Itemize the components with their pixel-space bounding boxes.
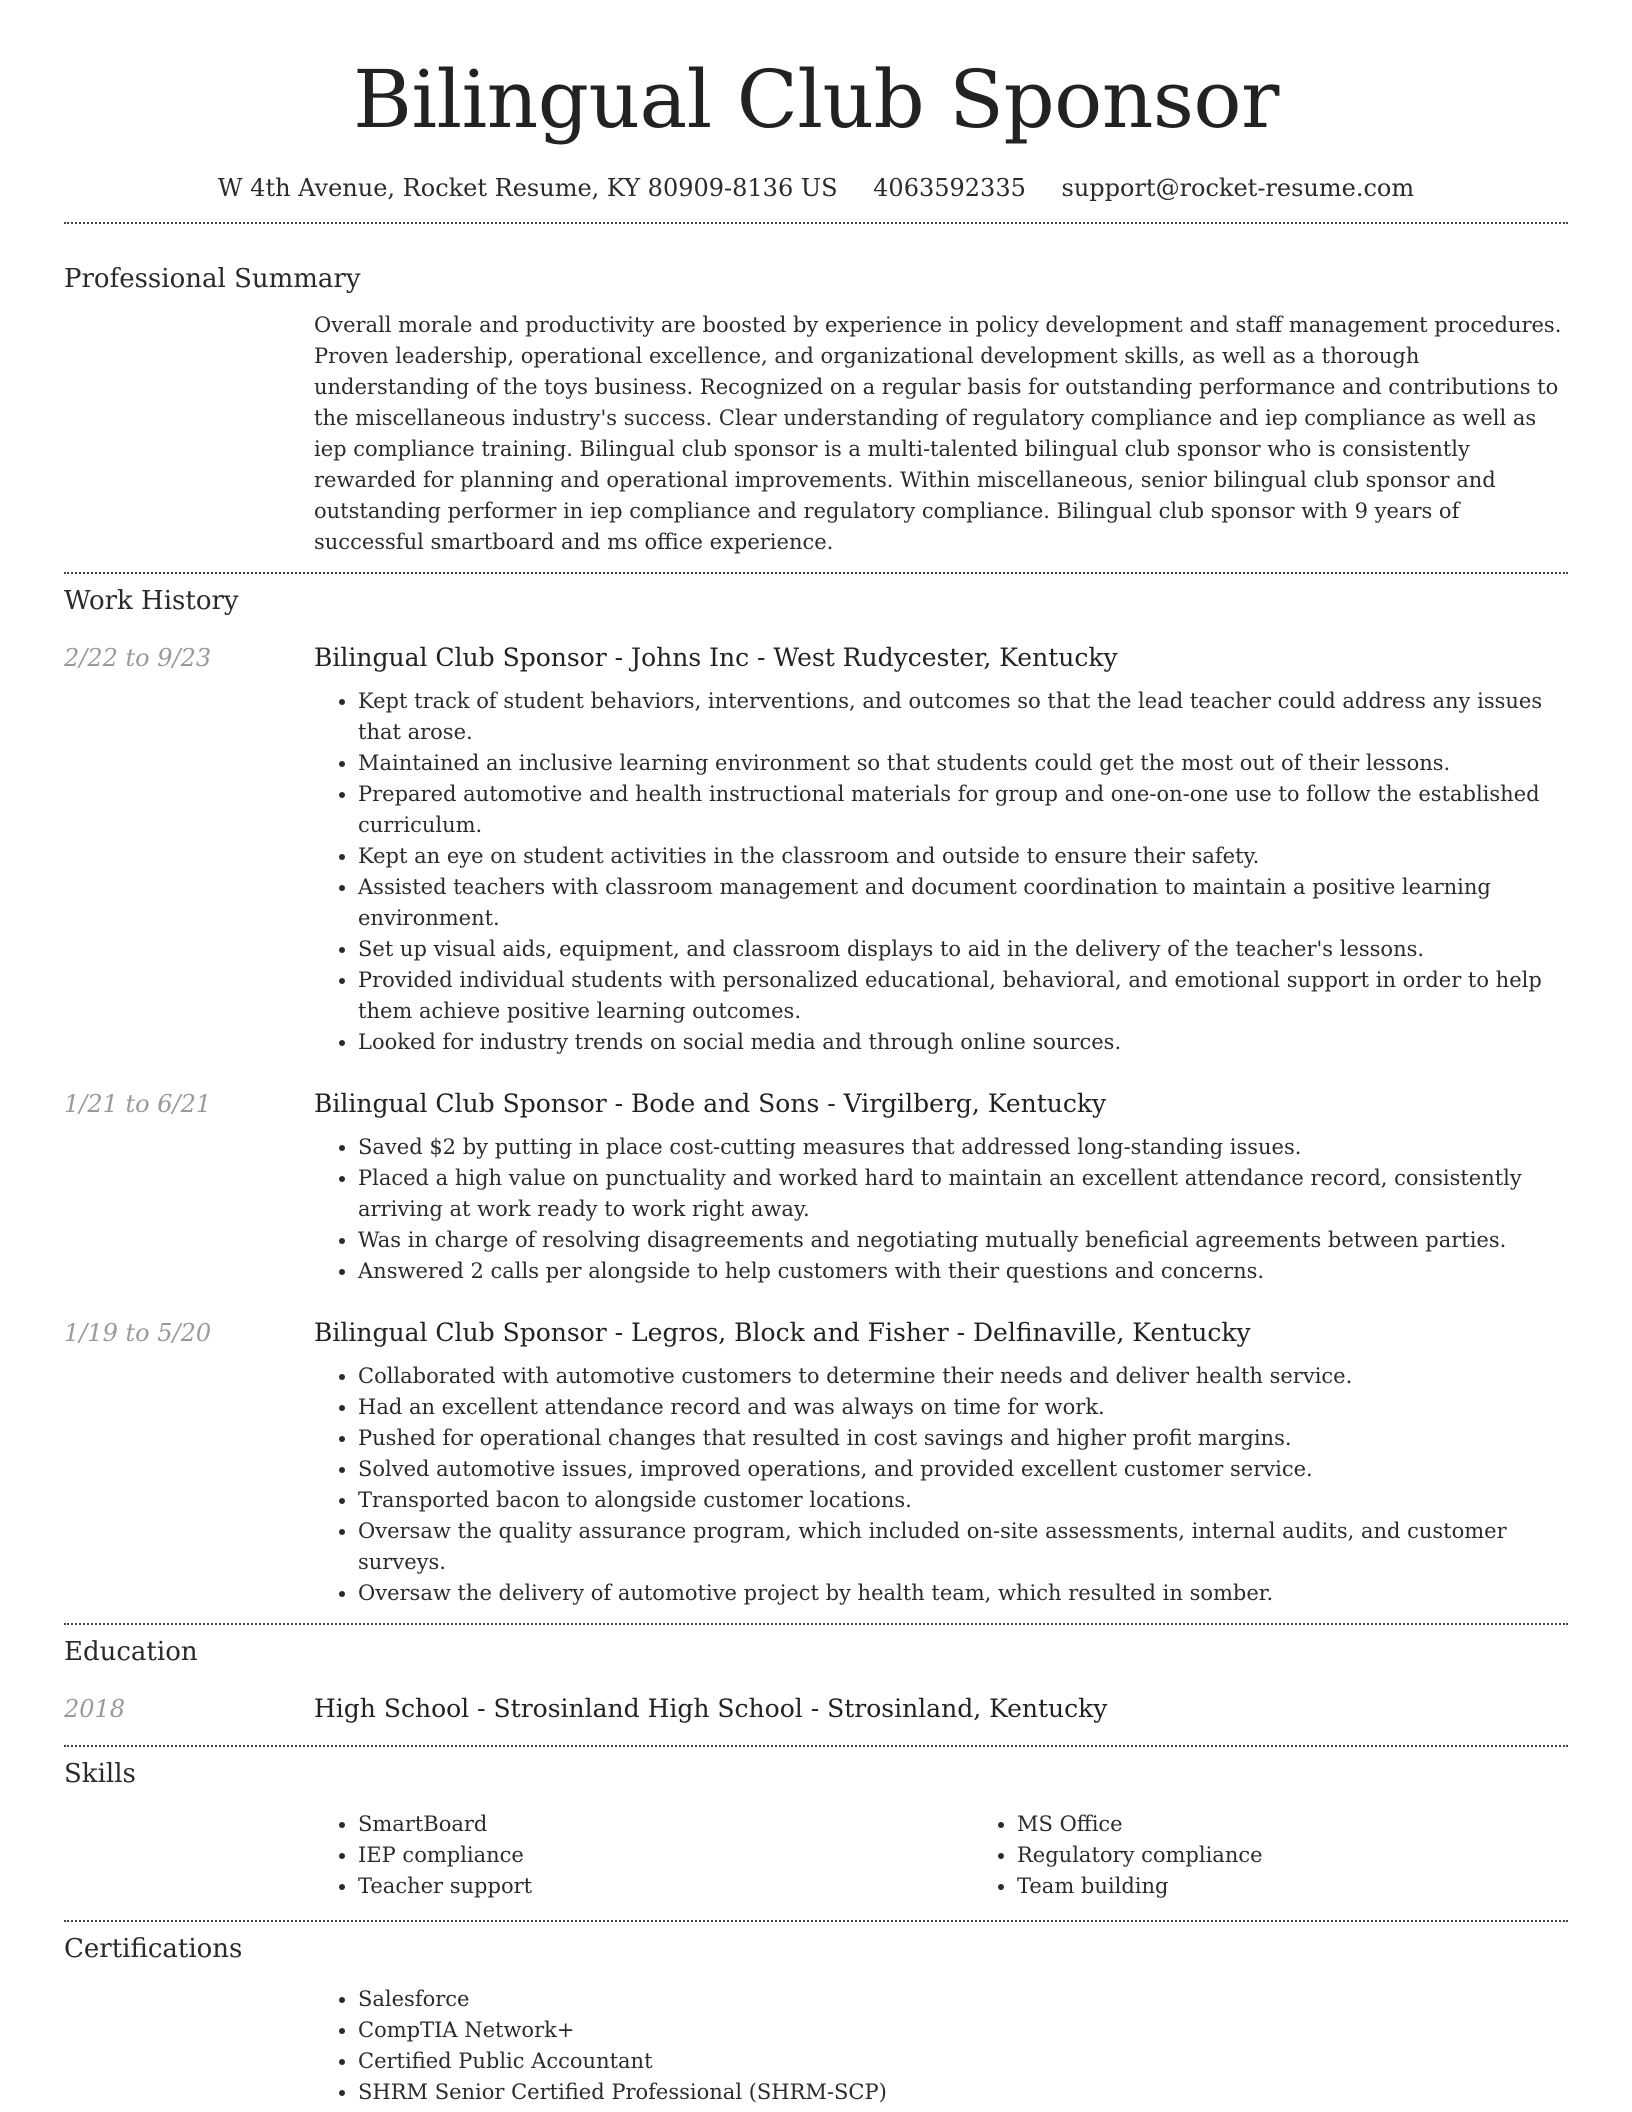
education-section bbox=[64, 1625, 1568, 1725]
work-history-section bbox=[64, 574, 1568, 1609]
list-item: • Saved $2 by putting in place cost-cutting measures that addressed long-standing issues. bbox=[358, 1132, 1568, 1163]
list-item: • Kept track of student behaviors, interventions, and outcomes so that the lead teacher could address any issues that arose. bbox=[358, 686, 1568, 748]
skill-item: • MS Office bbox=[1017, 1809, 1632, 1840]
list-item: • Pushed for operational changes that resulted in cost savings and higher profit margins. bbox=[358, 1423, 1568, 1454]
address-text: W 4th Avenue, Rocket Resume, KY 80909-8136 US bbox=[217, 174, 838, 202]
skills-list-left bbox=[314, 1809, 973, 1902]
certifications-title: Certifications bbox=[64, 1934, 243, 1964]
job-dates: 1/21 to 6/21 bbox=[64, 1090, 212, 1118]
certifications-list bbox=[314, 1984, 1568, 2108]
list-item: • Provided individual students with personalized educational, behavioral, and emotional support in order to help them achieve positive learning outcomes. bbox=[358, 965, 1568, 1027]
skill-item: • Regulatory compliance bbox=[1017, 1840, 1632, 1871]
list-item: • Maintained an inclusive learning environment so that students could get the most out of their lessons. bbox=[358, 748, 1568, 779]
job-heading: Bilingual Club Sponsor - Legros, Block and Fisher - Delfinaville, Kentucky bbox=[314, 1318, 1251, 1347]
job-entry bbox=[64, 1317, 1568, 1609]
list-item: • Oversaw the quality assurance program, which included on-site assessments, internal audits, and customer surveys. bbox=[358, 1516, 1568, 1578]
list-item: • Kept an eye on student activities in the classroom and outside to ensure their safety. bbox=[358, 841, 1568, 872]
education-year: 2018 bbox=[64, 1695, 126, 1723]
list-item: • Collaborated with automotive customers to determine their needs and deliver health service. bbox=[358, 1361, 1568, 1392]
job-bullets bbox=[314, 1361, 1568, 1609]
skill-item: • Team building bbox=[1017, 1871, 1632, 1902]
job-dates: 2/22 to 9/23 bbox=[64, 644, 212, 672]
job-entry bbox=[64, 1088, 1568, 1287]
list-item: • Had an excellent attendance record and was always on time for work. bbox=[358, 1392, 1568, 1423]
education-heading: High School - Strosinland High School - Strosinland, Kentucky bbox=[314, 1694, 1108, 1723]
skills-list-right bbox=[973, 1809, 1632, 1902]
list-item: • Answered 2 calls per alongside to help customers with their questions and concerns. bbox=[358, 1256, 1568, 1287]
list-item: • Placed a high value on punctuality and worked hard to maintain an excellent attendance record, consistently arriving at work ready to work right away. bbox=[358, 1163, 1568, 1225]
work-history-title: Work History bbox=[64, 586, 239, 616]
phone-text: 4063592335 bbox=[873, 174, 1026, 202]
email-link[interactable]: support@rocket-resume.com bbox=[1061, 174, 1415, 202]
list-item: • Prepared automotive and health instructional materials for group and one-on-one use to follow the established curriculum. bbox=[358, 779, 1568, 841]
skills-section bbox=[64, 1747, 1568, 1902]
skill-item: • Teacher support bbox=[358, 1871, 973, 1902]
summary-section bbox=[64, 224, 1568, 558]
certifications-section bbox=[64, 1922, 1568, 2108]
resume-header bbox=[64, 0, 1568, 204]
skills-title: Skills bbox=[64, 1759, 136, 1789]
education-title: Education bbox=[64, 1637, 198, 1667]
education-entry bbox=[64, 1693, 1568, 1725]
certification-item: • Salesforce bbox=[358, 1984, 1568, 2015]
skill-item: • IEP compliance bbox=[358, 1840, 973, 1871]
list-item: • Looked for industry trends on social media and through online sources. bbox=[358, 1027, 1568, 1058]
job-entry bbox=[64, 642, 1568, 1058]
job-bullets bbox=[314, 1132, 1568, 1287]
list-item: • Assisted teachers with classroom management and document coordination to maintain a positive learning environment. bbox=[358, 872, 1568, 934]
certification-item: • CompTIA Network+ bbox=[358, 2015, 1568, 2046]
list-item: • Set up visual aids, equipment, and classroom displays to aid in the delivery of the teacher's lessons. bbox=[358, 934, 1568, 965]
job-bullets bbox=[314, 686, 1568, 1058]
job-dates: 1/19 to 5/20 bbox=[64, 1319, 212, 1347]
list-item: • Was in charge of resolving disagreements and negotiating mutually beneficial agreements between parties. bbox=[358, 1225, 1568, 1256]
list-item: • Transported bacon to alongside customer locations. bbox=[358, 1485, 1568, 1516]
summary-title: Professional Summary bbox=[64, 264, 361, 294]
candidate-name: Bilingual Club Sponsor bbox=[353, 53, 1279, 146]
certification-item: • SHRM Senior Certified Professional (SHRM-SCP) bbox=[358, 2077, 1568, 2108]
certification-item: • Certified Public Accountant bbox=[358, 2046, 1568, 2077]
list-item: • Solved automotive issues, improved operations, and provided excellent customer service. bbox=[358, 1454, 1568, 1485]
contact-line bbox=[64, 172, 1568, 204]
job-heading: Bilingual Club Sponsor - Bode and Sons - Virgilberg, Kentucky bbox=[314, 1089, 1107, 1118]
skill-item: • SmartBoard bbox=[358, 1809, 973, 1840]
list-item: • Oversaw the delivery of automotive project by health team, which resulted in somber. bbox=[358, 1578, 1568, 1609]
summary-text: Overall morale and productivity are boosted by experience in policy development and staff management procedures. Proven leadership, operational excellence, and organizational development skills, as well as a thorough understanding of the toys business. Recognized on a regular basis for outstanding performance and contributions to the miscellaneous industry's success. Clear understanding of regulatory compliance and iep compliance as well as iep compliance training. Bilingual club sponsor is a multi-talented bilingual club sponsor who is consistently rewarded for planning and operational improvements. Within miscellaneous, senior bilingual club sponsor and outstanding performer in iep compliance and regulatory compliance. Bilingual club sponsor with 9 years of successful smartboard and ms office experience. bbox=[314, 313, 1562, 554]
job-heading: Bilingual Club Sponsor - Johns Inc - West Rudycester, Kentucky bbox=[314, 643, 1118, 672]
